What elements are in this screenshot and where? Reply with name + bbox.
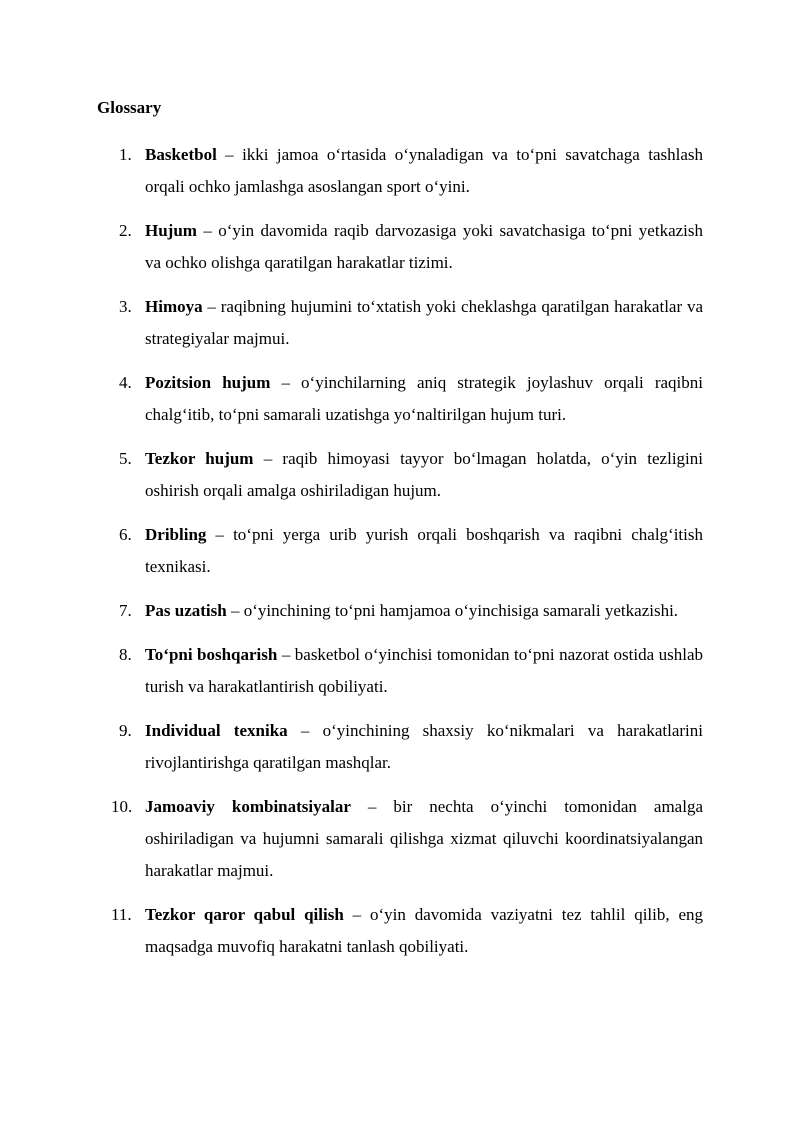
entry-term: Pas uzatish bbox=[145, 601, 227, 620]
entry-number: 1. bbox=[119, 145, 132, 164]
entry-term: Basketbol bbox=[145, 145, 217, 164]
entry-definition: – ikki jamoa o‘rtasida o‘ynaladigan va to‘pni savatchaga tashlash orqali ochko jamlashga asoslangan sport o‘yini. bbox=[145, 145, 703, 196]
entry-definition: – raqibning hujumini to‘xtatish yoki cheklashga qaratilgan harakatlar va strategiyalar majmui. bbox=[145, 297, 703, 348]
entry-term: Hujum bbox=[145, 221, 197, 240]
glossary-entry-individual-texnika bbox=[97, 715, 703, 779]
entry-definition: – basketbol o‘yinchisi tomonidan to‘pni nazorat ostida ushlab turish va harakatlantirish qobiliyati. bbox=[145, 645, 704, 696]
glossary-list bbox=[97, 139, 703, 963]
entry-term: Tezkor qaror qabul qilish bbox=[145, 905, 344, 924]
entry-definition: – o‘yin davomida raqib darvozasiga yoki savatchasiga to‘pni yetkazish va ochko olishga qaratilgan harakatlar tizimi. bbox=[145, 221, 703, 272]
glossary-entry-himoya bbox=[97, 291, 703, 355]
entry-definition: – o‘yinchilarning aniq strategik joylashuv orqali raqibni chalg‘itib, to‘pni samarali uzatishga yo‘naltirilgan hujum turi. bbox=[145, 373, 704, 424]
entry-term: Pozitsion hujum bbox=[145, 373, 271, 392]
entry-number: 8. bbox=[119, 645, 132, 664]
glossary-entry-jamoaviy-kombinatsiyalar bbox=[97, 791, 703, 887]
entry-definition: – raqib himoyasi tayyor bo‘lmagan holatda, o‘yin tezligini oshirish orqali amalga oshiriladigan hujum. bbox=[145, 449, 703, 500]
entry-term: Jamoaviy kombinatsiyalar bbox=[145, 797, 351, 816]
glossary-entry-pas-uzatish bbox=[97, 595, 703, 627]
glossary-entry-tezkor-qaror-qabul-qilish bbox=[97, 899, 703, 963]
entry-definition: – o‘yin davomida vaziyatni tez tahlil qilib, eng maqsadga muvofiq harakatni tanlash qobiliyati. bbox=[145, 905, 703, 956]
entry-number: 3. bbox=[119, 297, 132, 316]
glossary-entry-basketbol bbox=[97, 139, 703, 203]
entry-number: 4. bbox=[119, 373, 132, 392]
entry-term: Tezkor hujum bbox=[145, 449, 254, 468]
glossary-entry-dribling bbox=[97, 519, 703, 583]
glossary-entry-pozitsion-hujum bbox=[97, 367, 703, 431]
entry-definition: – o‘yinchining to‘pni hamjamoa o‘yinchisiga samarali yetkazishi. bbox=[226, 601, 679, 620]
entry-term: Dribling bbox=[145, 525, 207, 544]
entry-number: 5. bbox=[119, 449, 132, 468]
entry-number: 2. bbox=[119, 221, 132, 240]
entry-number: 11. bbox=[111, 905, 132, 924]
entry-number: 7. bbox=[119, 601, 132, 620]
page-title: Glossary bbox=[97, 98, 162, 117]
glossary-entry-topni-boshqarish bbox=[97, 639, 703, 703]
entry-definition: – bir nechta o‘yinchi tomonidan amalga oshiriladigan va hujumni samarali qilishga xizmat qiluvchi koordinatsiyalangan harakatlar majmui. bbox=[145, 797, 703, 880]
entry-definition: – to‘pni yerga urib yurish orqali boshqarish va raqibni chalg‘itish texnikasi. bbox=[145, 525, 703, 576]
glossary-entry-hujum bbox=[97, 215, 703, 279]
entry-definition: – o‘yinchining shaxsiy ko‘nikmalari va harakatlarini rivojlantirishga qaratilgan mashqlar. bbox=[145, 721, 703, 772]
entry-number: 10. bbox=[111, 797, 133, 816]
entry-number: 9. bbox=[119, 721, 132, 740]
entry-term: To‘pni boshqarish bbox=[145, 645, 278, 664]
entry-term: Himoya bbox=[145, 297, 203, 316]
entry-number: 6. bbox=[119, 525, 132, 544]
glossary-entry-tezkor-hujum bbox=[97, 443, 703, 507]
entry-term: Individual texnika bbox=[145, 721, 288, 740]
